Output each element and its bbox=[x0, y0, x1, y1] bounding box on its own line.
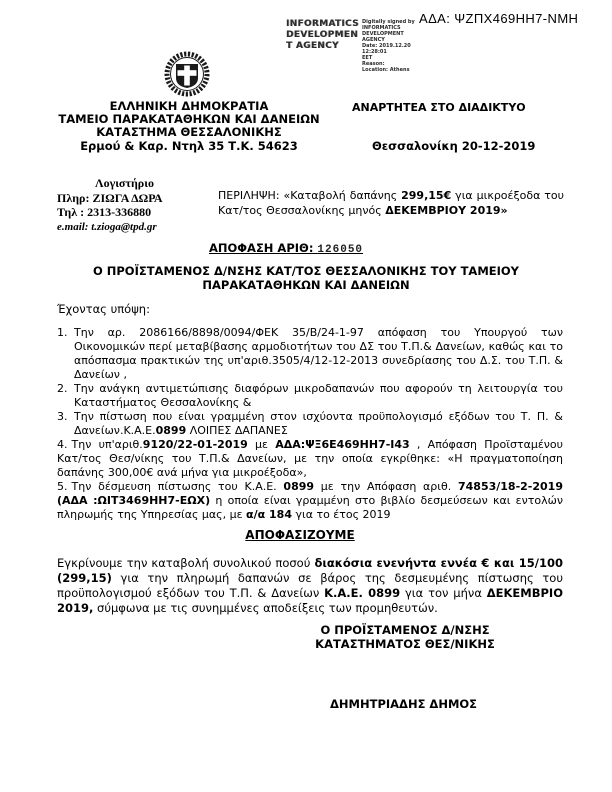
operative-paragraph bbox=[57, 556, 563, 616]
signature-detail-line: Location: Athens bbox=[362, 67, 410, 73]
summary-text: για μικροέξοδα του Κατ/τος Θεσσαλονίκης μηνός bbox=[218, 189, 564, 217]
signature-detail-line: DEVELOPMENT AGENCY bbox=[362, 31, 404, 43]
operative-month: ΔΕΚΕΜΒΡΙΟ 2019, bbox=[57, 585, 563, 615]
signature-detail-line: Reason: bbox=[362, 61, 385, 67]
publish-note: ΑΝΑΡΤΗΤΕΑ ΣΤΟ ΔΙΑΔΙΚΤΥΟ bbox=[352, 101, 526, 114]
item-text-segment: ΛΟΙΠΕΣ ΔΑΠΑΝΕΣ bbox=[186, 424, 288, 437]
item-number: 1. bbox=[57, 326, 68, 339]
considerations-list bbox=[57, 326, 563, 522]
item-text-segment: Την δέσμευση πίστωσης του Κ.Α.Ε. bbox=[71, 480, 284, 493]
signature-detail-line: EET bbox=[362, 55, 373, 61]
contact-block bbox=[57, 176, 207, 234]
decision-reference: 74853/18-2-2019 (ΑΔΑ :ΩΙΤ3469ΗΗ7-ΕΩΧ) bbox=[57, 480, 563, 507]
decision-number-line bbox=[0, 241, 572, 256]
amount-in-words: διακόσια ενενήντα εννέα € και 15/100 (299,15) bbox=[57, 555, 564, 585]
summary-amount: 299,15€ bbox=[401, 189, 452, 202]
letterhead bbox=[28, 100, 350, 153]
letterhead-organization: ΤΑΜΕΙΟ ΠΑΡΑΚΑΤΑΘΗΚΩΝ ΚΑΙ ΔΑΝΕΙΩΝ bbox=[58, 112, 320, 127]
summary-text: «Καταβολή δαπάνης bbox=[279, 189, 402, 202]
having-regard-label: Έχοντας υπόψη: bbox=[57, 302, 150, 316]
signatory-title bbox=[300, 623, 510, 651]
operative-text-segment: για την πληρωμή δαπανών σε βάρος της δεσμευμένης πίστωσης του προϋπολογισμού εξόδων του Τ.Π. & Δανείων bbox=[57, 570, 563, 600]
signature-detail-line: Digitally signed by bbox=[362, 19, 415, 25]
signer-line: T AGENCY bbox=[286, 41, 339, 51]
signature-signer-name bbox=[286, 19, 358, 52]
operative-heading-text: ΑΠΟΦΑΣΙΖΟΥΜΕ bbox=[245, 528, 355, 542]
letterhead-address: Ερμού & Καρ. Ντηλ 35 Τ.Κ. 54623 bbox=[80, 139, 298, 154]
authority-heading: Ο ΠΡΟΪΣΤΑΜΕΝΟΣ Δ/ΝΣΗΣ ΚΑΤ/ΤΟΣ ΘΕΣΣΑΛΟΝΙΚΗΣ ΤΟΥ ΤΑΜΕΙΟΥ ΠΑΡΑΚΑΤΑΘΗΚΩΝ ΚΑΙ ΔΑΝΕΙΩΝ bbox=[92, 264, 520, 292]
contact-person: Πληρ: ΖΙΩΓΑ ΔΩΡΑ bbox=[57, 190, 163, 205]
summary-month: ΔΕΚΕΜΒΡΙΟΥ 2019» bbox=[385, 204, 508, 217]
item-text-segment: για το έτος 2019 bbox=[291, 508, 391, 521]
item-text-segment: Την υπ'αριθ. bbox=[71, 438, 143, 451]
consideration-item-3 bbox=[57, 410, 563, 438]
summary-label: ΠΕΡΙΛΗΨΗ: bbox=[218, 189, 280, 202]
budget-code: 0899 bbox=[283, 480, 315, 493]
item-text-segment: , Απόφαση Προϊσταμένου Κατ/τος Θεσ/νίκης του Τ.Π.& Δανείων, με την οποία εγκρίθηκε: «Η πραγματοποίηση δαπάνης 300,00€ ανά μήνα για μικροέξοδα», bbox=[57, 438, 564, 479]
consideration-item-5 bbox=[57, 480, 563, 522]
consideration-item-4 bbox=[57, 438, 563, 480]
signer-line: INFORMATICS bbox=[286, 19, 359, 29]
budget-code: 0899 bbox=[155, 424, 187, 437]
operative-text-segment: Εγκρίνουμε την καταβολή συνολικού ποσού bbox=[57, 555, 315, 570]
item-text-segment: με bbox=[247, 438, 276, 451]
signature-details bbox=[362, 19, 416, 73]
decision-reference: 9120/22-01-2019 bbox=[142, 438, 248, 451]
operative-heading bbox=[0, 528, 600, 542]
summary-paragraph bbox=[218, 188, 564, 218]
item-number: 3. bbox=[57, 410, 68, 423]
decision-number-label: ΑΠΟΦΑΣΗ ΑΡΙΘ: bbox=[208, 241, 318, 255]
contact-department: Λογιστήριο bbox=[95, 176, 154, 190]
item-text-segment: η οποία είναι γραμμένη στο βιβλίο δεσμεύσεων και εντολών πληρωμής της Υπηρεσίας μας, με bbox=[57, 494, 563, 521]
greek-emblem-icon bbox=[163, 50, 211, 98]
letterhead-branch: ΚΑΤΑΣΤΗΜΑ ΘΕΣΣΑΛΟΝΙΚΗΣ bbox=[96, 125, 282, 140]
decision-number-value: 126050 bbox=[317, 244, 364, 256]
signature-detail-line: Date: 2019.12.20 12:28:01 bbox=[362, 43, 411, 55]
consideration-item-1 bbox=[57, 326, 563, 382]
signer-line: DEVELOPMEN bbox=[286, 30, 359, 40]
item-text-segment: με την Απόφαση αριθ. bbox=[314, 480, 458, 493]
item-number: 2. bbox=[57, 382, 68, 395]
ada-code: ΑΔΑ: ΨΖΠΧ469ΗΗ7-ΝΜΗ bbox=[419, 11, 579, 26]
signature-detail-line: INFORMATICS bbox=[362, 25, 401, 31]
item-number: 4. bbox=[57, 438, 68, 451]
budget-code: Κ.Α.Ε. 0899 bbox=[324, 585, 401, 600]
digital-signature-stamp bbox=[286, 19, 416, 73]
operative-text-segment: για τον μήνα bbox=[400, 585, 487, 600]
consideration-item-2 bbox=[57, 382, 563, 410]
signatory-name: ΔΗΜΗΤΡΙΑΔΗΣ ΔΗΜΟΣ bbox=[330, 697, 478, 711]
signatory-title-line: ΚΑΤΑΣΤΗΜΑΤΟΣ ΘΕΣ/ΝΙΚΗΣ bbox=[315, 637, 495, 651]
ada-reference: ΑΔΑ:ΨΞ6Ε469ΗΗ7-Ι43 bbox=[275, 438, 410, 451]
place-and-date: Θεσσαλονίκη 20-12-2019 bbox=[372, 139, 536, 153]
operative-text-segment: σύμφωνα με τις συνημμένες αποδείξεις των προμηθευτών. bbox=[93, 600, 438, 615]
serial-number: α/α 184 bbox=[246, 508, 292, 521]
item-text: Την αρ. 2086166/8898/0094/ΦΕΚ 35/Β/24-1-97 απόφαση του Υπουργού των Οικονομικών περί μεταβίβασης αρμοδιοτήτων του ΔΣ του Τ.Π.& Δανείων, καθώς και το απόσπασμα πρακτικών της υπ'αριθ.3505/4/12-12-2013 συνεδρίασης του Δ.Σ. του Τ.Π. & Δανείων , bbox=[74, 326, 563, 381]
contact-email: e.mail: t.zioga@tpd.gr bbox=[57, 220, 157, 233]
signatory-title-line: Ο ΠΡΟΪΣΤΑΜΕΝΟΣ Δ/ΝΣΗΣ bbox=[320, 623, 490, 637]
item-text: Την ανάγκη αντιμετώπισης διαφόρων μικροδαπανών που αφορούν τη λειτουργία του Καταστήματος Θεσσαλονίκης & bbox=[74, 382, 563, 409]
item-number: 5. bbox=[57, 480, 68, 493]
contact-phone: Τηλ : 2313-336880 bbox=[57, 205, 152, 219]
item-text bbox=[74, 410, 563, 438]
item-text-segment: Την πίστωση που είναι γραμμένη στον ισχύοντα προϋπολογισμό εξόδων του Τ. Π. & Δανείων.Κ.Α.Ε. bbox=[74, 410, 563, 437]
letterhead-republic: ΕΛΛΗΝΙΚΗ ΔΗΜΟΚΡΑΤΙΑ bbox=[109, 99, 269, 113]
